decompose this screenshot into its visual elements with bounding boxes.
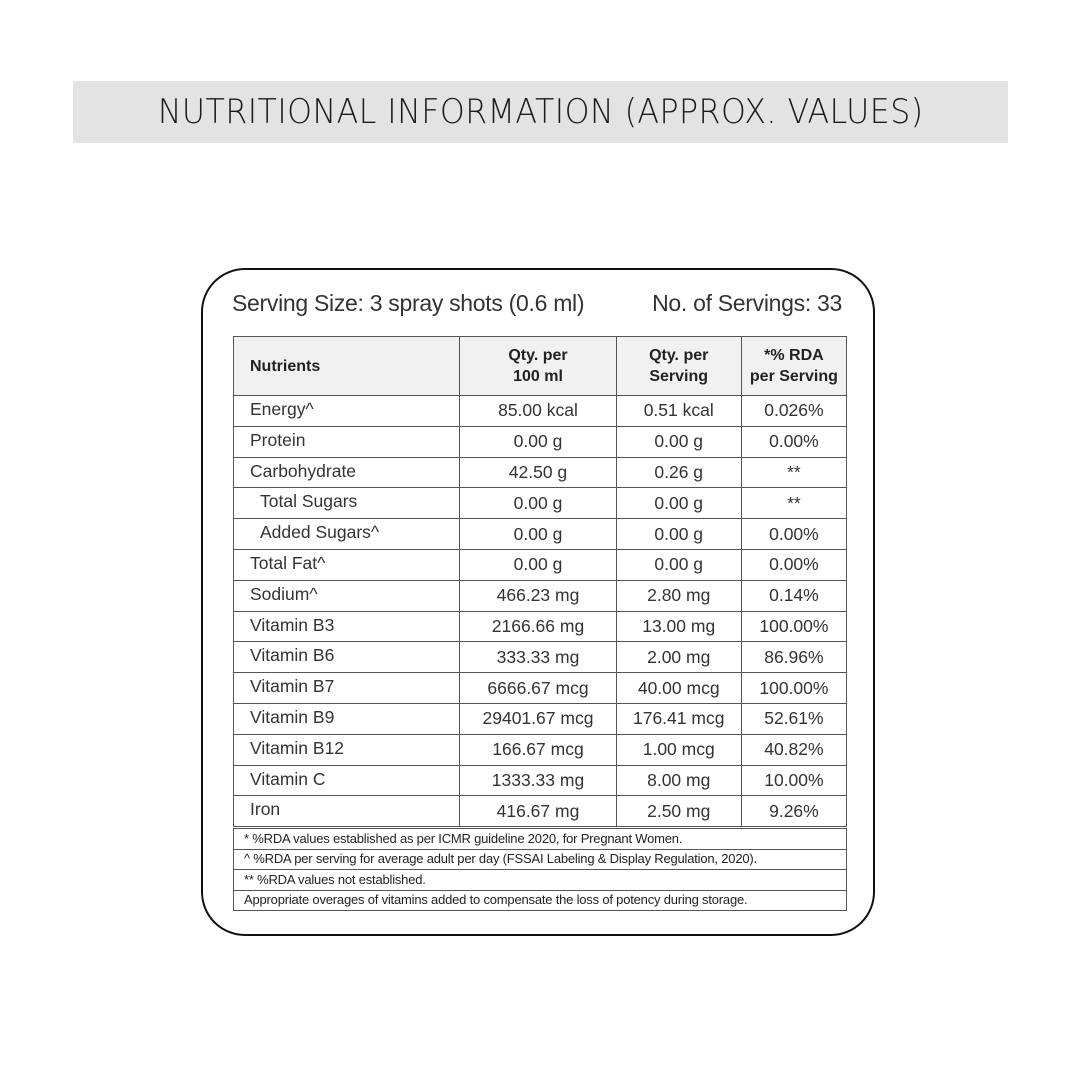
page-title: NUTRITIONAL INFORMATION (APPROX. VALUES) [157, 92, 924, 132]
nutrient-name: Vitamin B9 [234, 703, 460, 734]
qty-per-100ml: 0.00 g [460, 519, 616, 550]
rda-per-serving: ** [741, 488, 846, 519]
qty-per-serving: 0.00 g [616, 426, 741, 457]
table-row [234, 642, 847, 673]
nutrient-name: Vitamin B12 [234, 734, 460, 765]
nutrient-name: Energy^ [234, 396, 460, 427]
rda-per-serving: 9.26% [741, 796, 846, 827]
qty-per-serving: 2.00 mg [616, 642, 741, 673]
qty-per-serving: 0.00 g [616, 488, 741, 519]
rda-per-serving: ** [741, 457, 846, 488]
rda-per-serving: 0.00% [741, 426, 846, 457]
header-qty-per-serving: Qty. per Serving [616, 337, 741, 396]
nutrition-table [233, 336, 847, 827]
header-nutrients: Nutrients [234, 337, 460, 396]
table-header-row [234, 337, 847, 396]
table-row [234, 457, 847, 488]
nutrient-name: Total Fat^ [234, 549, 460, 580]
nutrient-name: Vitamin B7 [234, 673, 460, 704]
qty-per-serving: 176.41 mcg [616, 703, 741, 734]
table-row [234, 703, 847, 734]
qty-per-serving: 40.00 mcg [616, 673, 741, 704]
table-row [234, 396, 847, 427]
header-qty-per-100ml: Qty. per 100 ml [460, 337, 616, 396]
qty-per-serving: 13.00 mg [616, 611, 741, 642]
qty-per-100ml: 2166.66 mg [460, 611, 616, 642]
nutrient-name: Iron [234, 796, 460, 827]
table-row [234, 734, 847, 765]
qty-per-100ml: 333.33 mg [460, 642, 616, 673]
servings-count: No. of Servings: 33 [652, 290, 842, 316]
qty-per-100ml: 466.23 mg [460, 580, 616, 611]
serving-size: Serving Size: 3 spray shots (0.6 ml) [232, 290, 585, 316]
nutrient-name: Total Sugars [234, 488, 460, 519]
table-row [234, 611, 847, 642]
rda-per-serving: 100.00% [741, 611, 846, 642]
qty-per-100ml: 6666.67 mcg [460, 673, 616, 704]
table-row [234, 549, 847, 580]
rda-per-serving: 0.00% [741, 549, 846, 580]
qty-per-serving: 1.00 mcg [616, 734, 741, 765]
qty-per-100ml: 166.67 mcg [460, 734, 616, 765]
rda-per-serving: 0.14% [741, 580, 846, 611]
table-row [234, 673, 847, 704]
serving-info [232, 290, 842, 317]
qty-per-100ml: 0.00 g [460, 426, 616, 457]
footnote: ^ %RDA per serving for average adult per day (FSSAI Labeling & Display Regulation, 2020). [234, 849, 847, 870]
qty-per-serving: 0.00 g [616, 519, 741, 550]
table-row [234, 488, 847, 519]
rda-per-serving: 86.96% [741, 642, 846, 673]
footnote: Appropriate overages of vitamins added to compensate the loss of potency during storage. [234, 890, 847, 911]
qty-per-serving: 0.51 kcal [616, 396, 741, 427]
table-row [234, 519, 847, 550]
nutrient-name: Sodium^ [234, 580, 460, 611]
footnote: ** %RDA values not established. [234, 870, 847, 891]
qty-per-serving: 2.50 mg [616, 796, 741, 827]
qty-per-serving: 2.80 mg [616, 580, 741, 611]
qty-per-100ml: 0.00 g [460, 488, 616, 519]
table-row [234, 426, 847, 457]
rda-per-serving: 0.00% [741, 519, 846, 550]
title-banner [73, 81, 1008, 143]
rda-per-serving: 10.00% [741, 765, 846, 796]
qty-per-100ml: 0.00 g [460, 549, 616, 580]
nutrient-name: Vitamin B6 [234, 642, 460, 673]
qty-per-100ml: 42.50 g [460, 457, 616, 488]
table-row [234, 796, 847, 827]
table-row [234, 765, 847, 796]
qty-per-100ml: 416.67 mg [460, 796, 616, 827]
footnote: * %RDA values established as per ICMR guideline 2020, for Pregnant Women. [234, 829, 847, 850]
nutrient-name: Vitamin C [234, 765, 460, 796]
rda-per-serving: 40.82% [741, 734, 846, 765]
qty-per-serving: 0.00 g [616, 549, 741, 580]
qty-per-serving: 8.00 mg [616, 765, 741, 796]
qty-per-serving: 0.26 g [616, 457, 741, 488]
rda-per-serving: 0.026% [741, 396, 846, 427]
nutrient-name: Vitamin B3 [234, 611, 460, 642]
qty-per-100ml: 1333.33 mg [460, 765, 616, 796]
nutrient-name: Added Sugars^ [234, 519, 460, 550]
qty-per-100ml: 85.00 kcal [460, 396, 616, 427]
rda-per-serving: 52.61% [741, 703, 846, 734]
nutrient-name: Protein [234, 426, 460, 457]
table-row [234, 580, 847, 611]
footnotes-table [233, 828, 847, 911]
header-rda-per-serving: *% RDA per Serving [741, 337, 846, 396]
qty-per-100ml: 29401.67 mcg [460, 703, 616, 734]
rda-per-serving: 100.00% [741, 673, 846, 704]
nutrient-name: Carbohydrate [234, 457, 460, 488]
